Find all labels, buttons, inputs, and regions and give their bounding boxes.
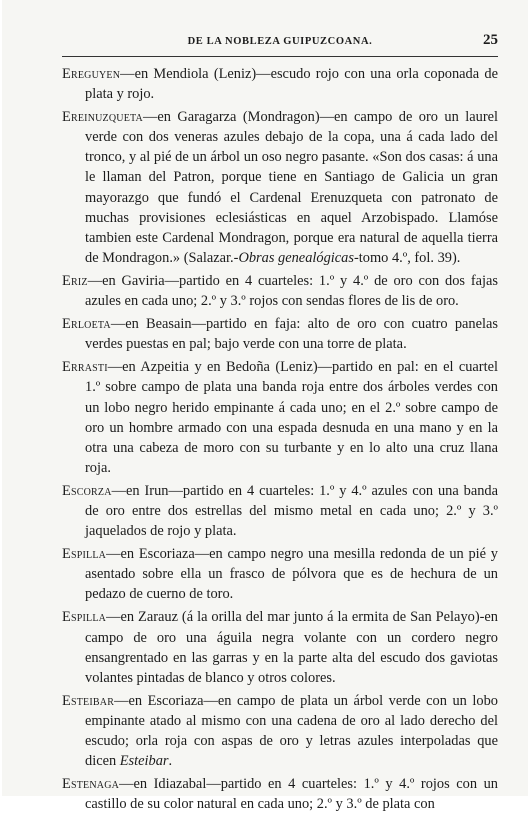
entry-eriz — [62, 271, 498, 311]
entry-italic: Obras genealógicas — [238, 249, 354, 266]
entry-text: —en Escoriaza—en campo negro una mesilla redonda de un pié y asentado sobre ella un frasco de pólvora que es de hechura de un pedazo de cuerno de toro. — [85, 546, 498, 603]
page-header — [62, 32, 498, 54]
entry-espilla-escoriaza — [62, 544, 498, 604]
entry-text: —en Idiazabal—partido en 4 cuarteles: 1.º y 4.º rojos con un castillo de su color natural en cada uno; 2.º y 3.º de plata con — [85, 776, 498, 813]
entry-text: —en Gaviria—partido en 4 cuarteles: 1.º y 4.º de oro con dos fajas azules en cada uno; 2.º y 3.º rojos con sendas flores de lis de oro. — [85, 272, 498, 310]
entry-term: Ereguyen — [62, 66, 121, 82]
entry-term: Eriz — [62, 272, 88, 289]
entry-term: Esteibar — [62, 692, 115, 709]
entry-italic: Esteibar — [119, 753, 169, 770]
entry-term: Estenaga — [62, 776, 120, 793]
entry-term: Espilla — [62, 546, 107, 563]
entry-text: —en Irun—partido en 4 cuarteles: 1.º y 4.º azules con una banda de oro entre dos estrellas del mismo metal en cada uno; 2.º y 3.º jaquelados de rojo y plata. — [85, 482, 498, 540]
entry-term: Escorza — [62, 482, 112, 499]
running-head: DE LA NOBLEZA GUIPUZCOANA. — [187, 36, 373, 47]
entry-espilla-zarauz — [62, 607, 498, 687]
entry-errasti — [62, 357, 498, 478]
entry-text-after: -tomo 4.º, fol. 39). — [353, 249, 461, 266]
entry-ereinuzqueta — [62, 107, 498, 268]
entry-text: —en Escoriaza—en campo de plata un árbol verde con un lobo empinante atado al mismo con una cadena de oro al lado derecho del escudo; orla roja con aspas de oro y letras azules interpoladas que dicen — [85, 692, 498, 770]
entry-text: —en Mendiola (Leniz)—escudo rojo con una orla coponada de plata y rojo. — [85, 66, 498, 103]
page-body — [62, 64, 498, 817]
entry-text: —en Azpeitia y en Bedoña (Leniz)—partido en pal: en el cuartel 1.º sobre campo de plata una banda roja entre dos árboles verdes con un lobo negro herido empinante á cada uno; en el 2.º sobre campo de oro un hombre armado con una espada desnuda en una mano y en la otra una cabeza de moro con su turbante y en lo alto una cruz llana roja. — [85, 359, 498, 476]
entry-estenaga — [62, 774, 498, 814]
entry-term: Ereinuzqueta — [62, 109, 143, 126]
entry-text: —en Zarauz (á la orilla del mar junto á la ermita de San Pelayo)-en campo de oro una águila negra volante con un cordero negro ensangrentado en las garras y en la parte alta del escudo dos gaviotas volantes pintadas de blanco y otros colores. — [85, 609, 498, 686]
page-number: 25 — [483, 32, 498, 48]
entry-term: Erloeta — [62, 316, 111, 333]
entry-erloeta — [62, 314, 498, 354]
header-rule — [62, 56, 498, 57]
entry-term: Errasti — [62, 359, 108, 376]
entry-escorza — [62, 481, 498, 541]
entry-text: —en Garagarza (Mondragon)—en campo de oro un laurel verde con dos veneras azules debajo de la copa, una á cada lado del tronco, y al pié de un árbol un oso negro pasante. «Son dos casas: á una le llaman del Patron, porque tiene en Santiago de Galicia un gran mayorazgo que fundó el Cardenal Erenuzqueta con patronato de muchas provisiones eclesiásticas en aquel Arzobispado. Llamóse tambien este Cardenal Mondragon, porque era natural de aquella tierra de Mondragon.» (Salazar.- — [85, 109, 498, 266]
entry-text: —en Beasain—partido en faja: alto de oro con cuatro panelas verdes puestas en pal; bajo verde con una torre de plata. — [85, 316, 498, 353]
entry-text-after: . — [168, 753, 173, 770]
entry-term: Espilla — [62, 609, 107, 626]
entry-esteibar — [62, 691, 498, 771]
entry-ereguyen — [62, 64, 498, 104]
